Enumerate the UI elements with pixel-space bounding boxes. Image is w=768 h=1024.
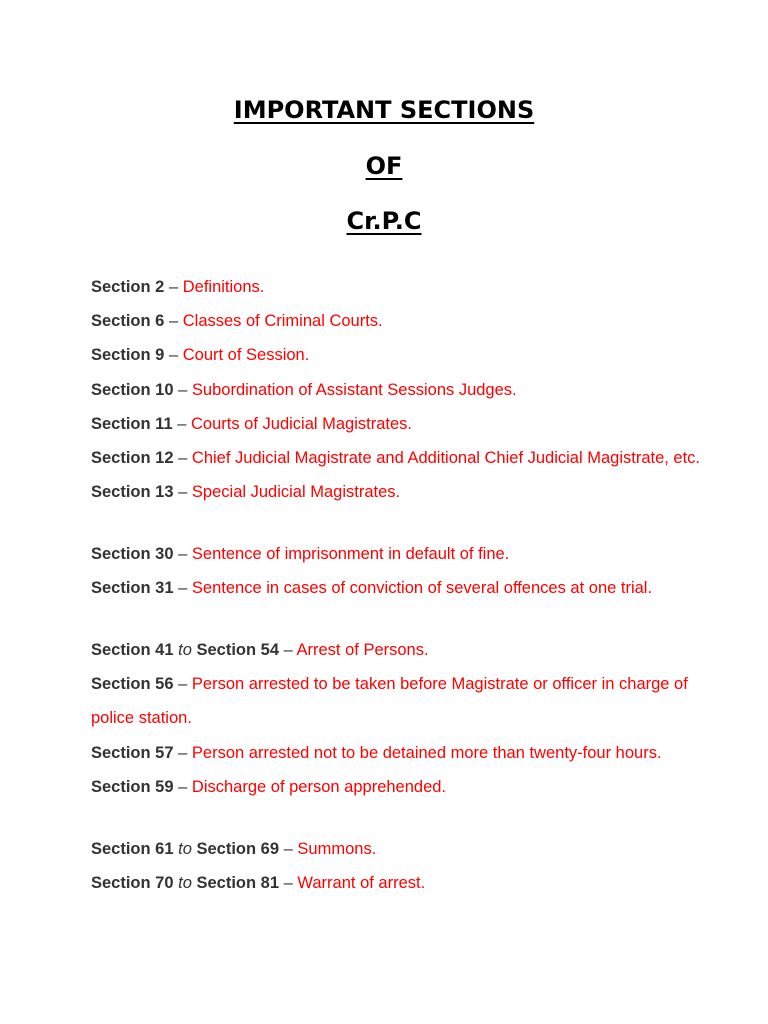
separator: – — [178, 675, 188, 694]
section-entry — [91, 475, 701, 509]
section-label: Section 12 — [91, 449, 174, 468]
section-label: Section 11 — [91, 414, 173, 433]
page-title: IMPORTANT SECTIONS — [233, 96, 535, 124]
section-label: Section 13 — [91, 483, 174, 502]
range-connector: to — [178, 839, 192, 858]
section-entry — [91, 832, 701, 866]
section-label-end: Section 54 — [196, 641, 280, 660]
section-entry — [91, 633, 701, 667]
section-description: Definitions. — [182, 278, 265, 296]
section-label: Section 57 — [91, 743, 174, 762]
section-description: Subordination of Assistant Sessions Judges. — [191, 380, 517, 399]
separator: – — [283, 873, 293, 892]
section-label-end: Section 69 — [196, 839, 280, 858]
section-description: Arrest of Persons. — [296, 641, 429, 660]
section-entry — [91, 304, 701, 338]
section-entry — [91, 537, 701, 571]
section-label: Section 70 — [91, 873, 174, 892]
separator: – — [178, 483, 188, 502]
separator: – — [283, 641, 293, 660]
separator: – — [178, 777, 188, 796]
separator: – — [178, 449, 188, 468]
section-label: Section 31 — [91, 579, 174, 598]
section-label: Section 59 — [91, 777, 174, 796]
section-description: Person arrested to be taken before Magistrate or officer in charge of police station. — [91, 675, 688, 728]
separator: – — [168, 312, 179, 331]
separator: – — [178, 380, 188, 399]
page-title-of: OF — [365, 152, 403, 180]
separator: – — [178, 545, 188, 564]
section-entry — [91, 373, 701, 407]
section-description: Chief Judicial Magistrate and Additional Chief Judicial Magistrate, etc. — [191, 449, 701, 468]
separator: – — [283, 839, 293, 858]
separator: – — [178, 579, 188, 598]
separator: – — [168, 346, 179, 365]
section-label: Section 30 — [91, 545, 174, 564]
range-connector: to — [178, 873, 192, 892]
separator: – — [177, 414, 187, 433]
section-entry — [91, 338, 701, 372]
section-entry — [91, 736, 701, 770]
section-entry — [91, 571, 701, 605]
section-description: Courts of Judicial Magistrates. — [191, 414, 413, 433]
page-title-crpc: Cr.P.C — [346, 207, 422, 235]
section-description: Discharge of person apprehended. — [191, 777, 447, 796]
section-label: Section 6 — [91, 312, 165, 331]
section-label: Section 56 — [91, 675, 174, 694]
section-description: Warrant of arrest. — [297, 873, 426, 892]
section-description: Sentence of imprisonment in default of fine. — [191, 545, 510, 564]
section-entry — [91, 667, 701, 735]
section-entry — [91, 866, 701, 900]
section-description: Summons. — [297, 839, 377, 858]
section-description: Court of Session. — [182, 346, 310, 365]
range-connector: to — [178, 641, 192, 660]
section-entry — [91, 407, 701, 441]
section-label: Section 9 — [91, 346, 165, 365]
sections-list — [91, 270, 701, 900]
section-entry — [91, 770, 701, 804]
separator: – — [168, 278, 179, 296]
section-label: Section 10 — [91, 380, 174, 399]
section-entry — [91, 441, 701, 475]
section-label: Section 2 — [91, 278, 165, 296]
separator: – — [178, 743, 188, 762]
section-label: Section 41 — [91, 641, 174, 660]
section-entry — [91, 270, 701, 304]
section-description: Special Judicial Magistrates. — [191, 483, 401, 502]
section-label-end: Section 81 — [196, 873, 280, 892]
section-description: Classes of Criminal Courts. — [182, 312, 383, 331]
section-description: Person arrested not to be detained more than twenty-four hours. — [191, 743, 662, 762]
section-description: Sentence in cases of conviction of several offences at one trial. — [191, 579, 653, 598]
section-label: Section 61 — [91, 839, 174, 858]
